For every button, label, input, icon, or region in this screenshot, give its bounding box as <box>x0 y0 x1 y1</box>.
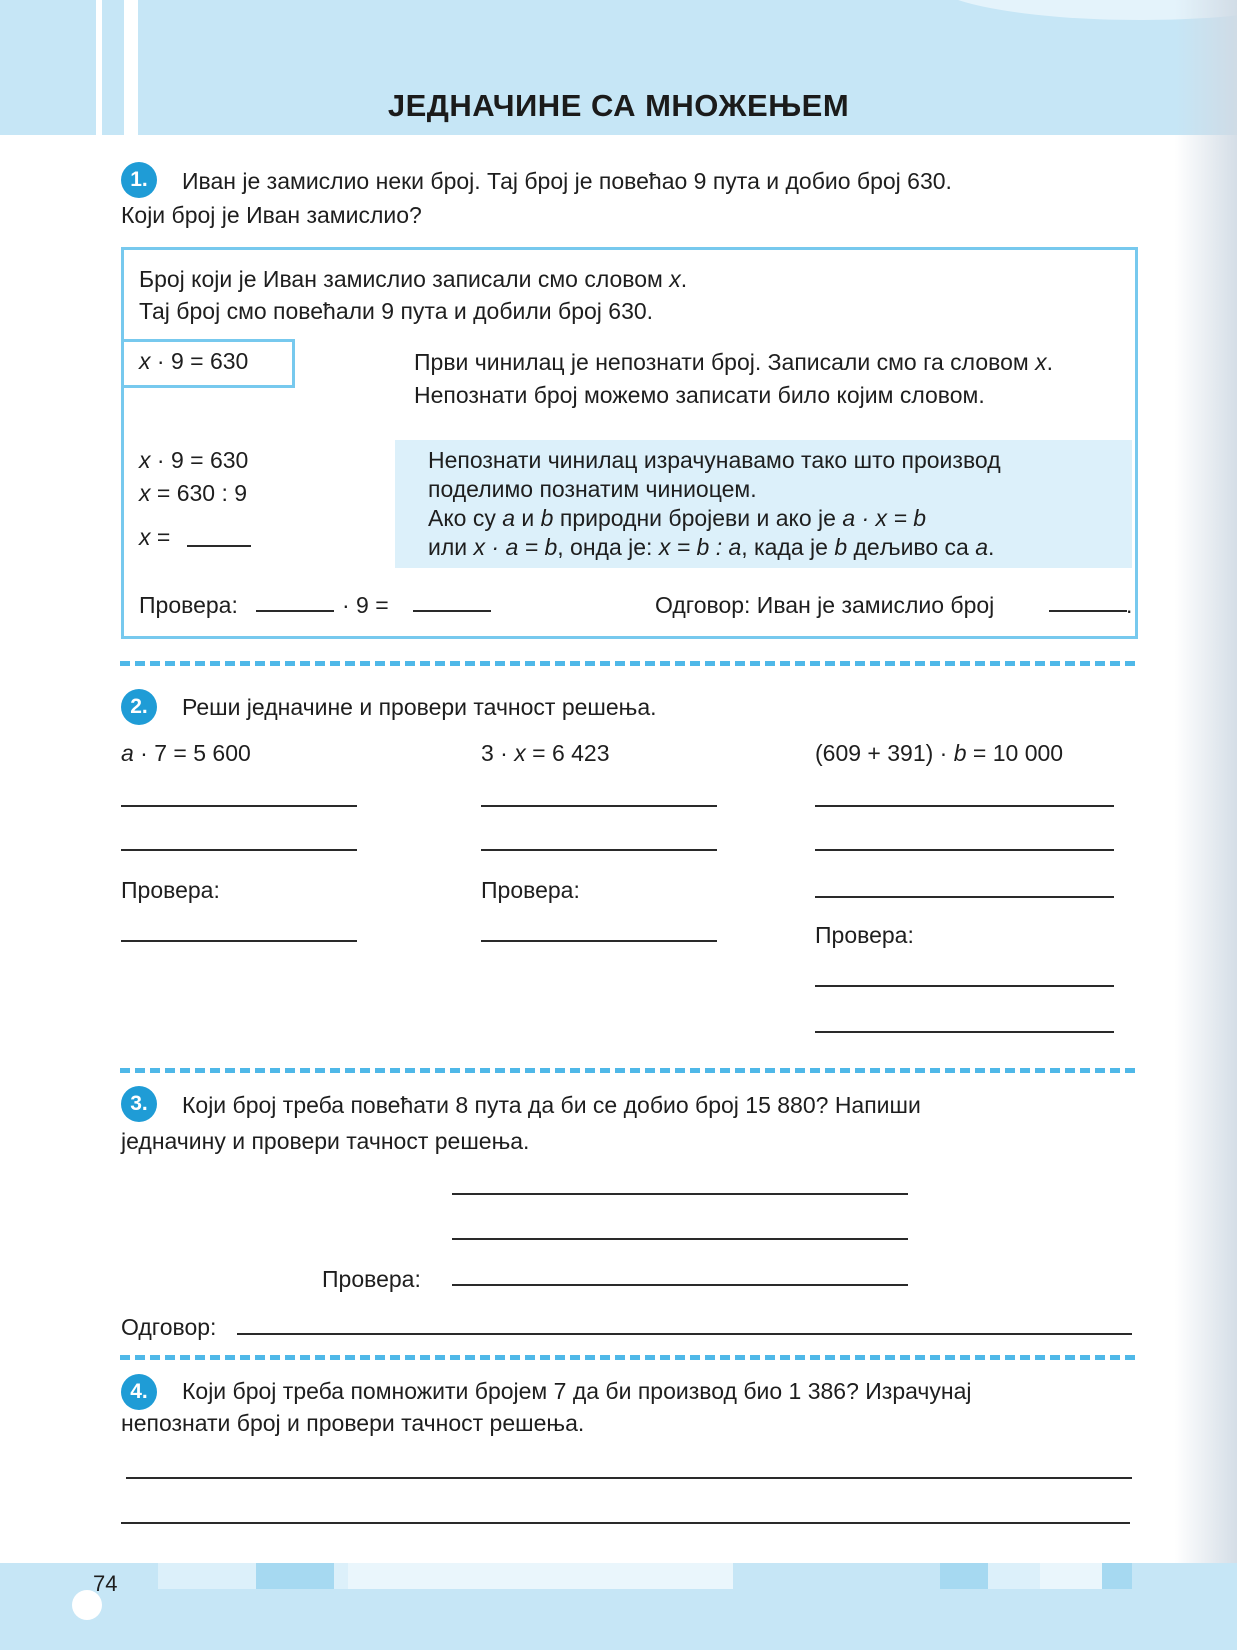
ex4-answer-line[interactable] <box>126 1477 1132 1479</box>
ex1-intro-line1: Број који је Иван замислио записали смо словом x. <box>139 266 688 292</box>
ex2-equation-3: (609 + 391) · b = 10 000 <box>815 740 1064 766</box>
footer-strip <box>348 1563 733 1589</box>
ex3-check-line[interactable] <box>452 1284 908 1286</box>
ex3-answer-line[interactable] <box>452 1193 908 1195</box>
ex2-equation-1: a · 7 = 5 600 <box>121 740 251 766</box>
page-number: 74 <box>93 1571 118 1596</box>
ex3-question-line1: Који број треба повећати 8 пута да би се добио број 15 880? Напиши <box>182 1092 921 1118</box>
ex4-question-line2: непознати број и провери тачност решења. <box>121 1410 585 1436</box>
ex1-check-label: Провера: <box>139 592 238 618</box>
ex2-answer-line[interactable] <box>121 849 357 851</box>
ex1-step-2: x = 630 : 9 <box>139 480 248 506</box>
ex1-intro-line2: Тај број смо повећали 9 пута и добили број 630. <box>139 298 654 324</box>
page-title: ЈЕДНАЧИНЕ СА МНОЖЕЊЕМ <box>387 88 850 123</box>
rule-line2: поделимо познатим чиниоцем. <box>428 476 757 502</box>
footer-strip <box>940 1563 988 1589</box>
ex2-answer-line[interactable] <box>815 805 1114 807</box>
ex2-answer-line[interactable] <box>481 940 717 942</box>
divider <box>120 1068 1135 1073</box>
ex2-check-label-3: Провера: <box>815 922 914 948</box>
rule-line4: или x · a = b, онда је: x = b : a, када је b дељиво са a. <box>428 534 995 560</box>
ex1-answer-label: Одговор: Иван је замислио број <box>655 592 995 618</box>
ex1-question-line1: Иван је замислио неки број. Тај број је повећао 9 пута и добио број 630. <box>182 168 952 194</box>
ex3-check-label: Провера: <box>322 1266 421 1292</box>
page-edge-shadow <box>1175 0 1237 1650</box>
ex2-check-label-2: Провера: <box>481 877 580 903</box>
ex3-answer-blank[interactable] <box>237 1333 1132 1335</box>
ex1-question-line2: Који број је Иван замислио? <box>121 202 422 228</box>
ex1-check-mid: · 9 = <box>342 592 389 618</box>
ex2-answer-line[interactable] <box>481 805 717 807</box>
footer-strip <box>1102 1563 1132 1589</box>
ex4-answer-line[interactable] <box>121 1522 1130 1524</box>
footer-strip <box>158 1563 256 1589</box>
ex1-answer-blank[interactable] <box>1049 610 1127 612</box>
exercise-2-badge: 2. <box>121 689 157 725</box>
ex3-answer-label: Одговор: <box>121 1314 217 1340</box>
ex4-question-line1: Који број треба помножити бројем 7 да би производ био 1 386? Израчунај <box>182 1378 972 1404</box>
ex1-step-answer-blank[interactable] <box>187 545 251 547</box>
ex2-answer-line[interactable] <box>121 940 357 942</box>
footer-strip <box>334 1563 348 1589</box>
ex1-step-3: x = <box>139 524 171 550</box>
ex2-question: Реши једначине и провери тачност решења. <box>182 694 657 720</box>
exercise-1-badge: 1. <box>121 162 157 198</box>
footer-strip <box>256 1563 334 1589</box>
ex1-check-blank-1[interactable] <box>256 610 334 612</box>
ex1-answer-end: . <box>1126 592 1133 618</box>
exercise-3-badge: 3. <box>121 1086 157 1122</box>
ex2-answer-line[interactable] <box>815 1031 1114 1033</box>
ex3-answer-line[interactable] <box>452 1238 908 1240</box>
ex2-answer-line[interactable] <box>815 896 1114 898</box>
ex2-check-label-1: Провера: <box>121 877 220 903</box>
rule-line3: Ако су a и b природни бројеви и ако је a · x = b <box>428 505 927 531</box>
ex2-answer-line[interactable] <box>481 849 717 851</box>
ex2-answer-line[interactable] <box>121 805 357 807</box>
ex1-note-line2: Непознати број можемо записати било којим словом. <box>414 382 985 408</box>
divider <box>120 661 1135 666</box>
divider <box>120 1355 1135 1360</box>
ex1-check-blank-2[interactable] <box>413 610 491 612</box>
ex1-note-line1: Први чинилац је непознати број. Записали смо га словом x. <box>414 349 1053 375</box>
ex2-equation-2: 3 · x = 6 423 <box>481 740 610 766</box>
ex1-step-1: x · 9 = 630 <box>139 447 249 473</box>
footer-strip <box>1040 1563 1102 1589</box>
ex3-question-line2: једначину и провери тачност решења. <box>121 1128 530 1154</box>
exercise-4-badge: 4. <box>121 1374 157 1410</box>
footer-strip <box>988 1563 1040 1589</box>
rule-line1: Непознати чинилац израчунавамо тако што производ <box>428 447 1001 473</box>
ex2-answer-line[interactable] <box>815 849 1114 851</box>
ex1-equation: x · 9 = 630 <box>139 348 249 374</box>
ex2-answer-line[interactable] <box>815 985 1114 987</box>
